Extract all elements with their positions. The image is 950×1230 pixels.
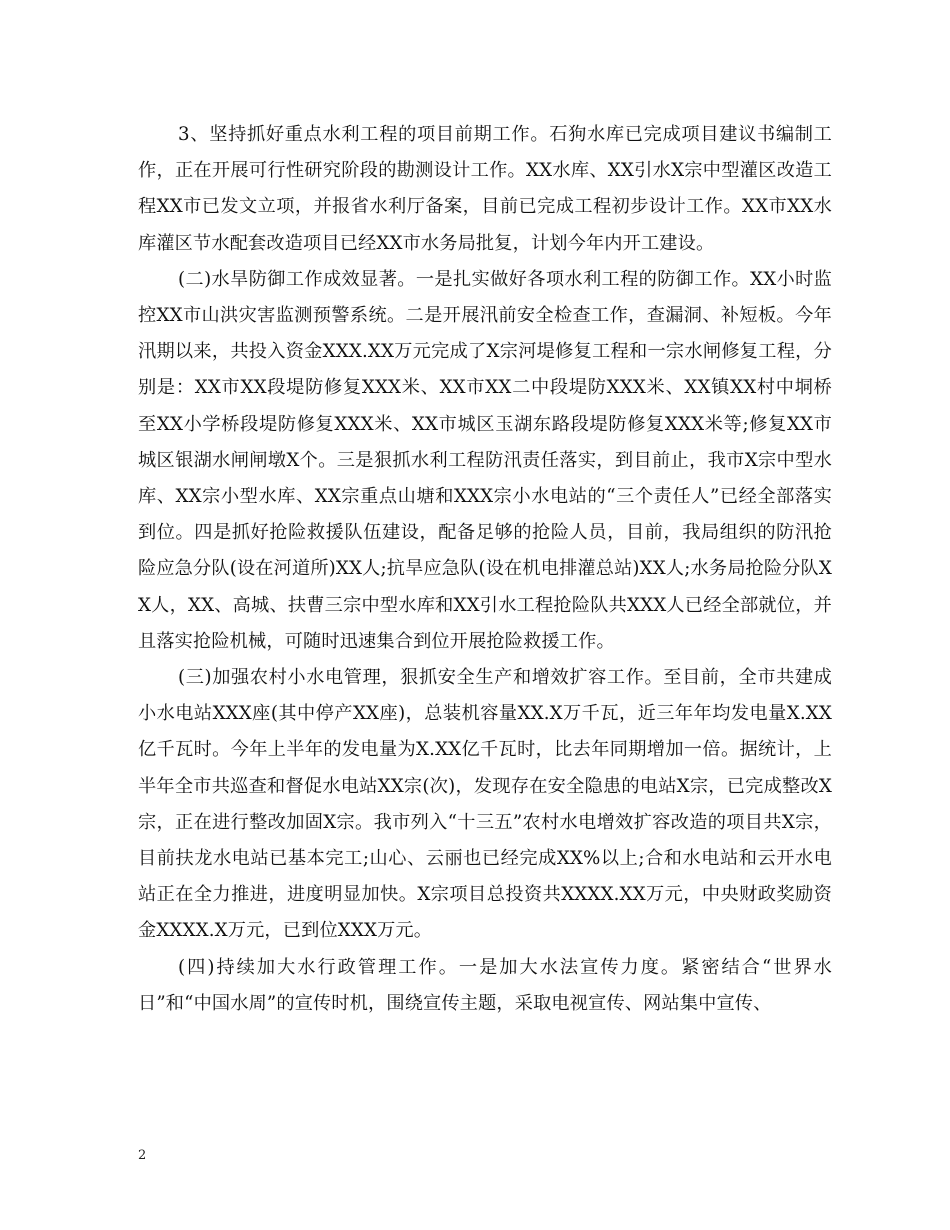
document-body <box>138 117 832 1022</box>
paragraph-flood-drought-defense: (二)水旱防御工作成效显著。一是扎实做好各项水利工程的防御工作。XX小时监控XX市山洪灾害监测预警系统。二是开展汛前安全检查工作，查漏洞、补短板。今年汛期以来，共投入资金XXX.XX万元完成了X宗河堤修复工程和一宗水闸修复工程，分别是：XX市XX段堤防修复XXX米、XX市XX二中段堤防XXX米、XX镇XX村中垌桥至XX小学桥段堤防修复XXX米、XX市城区玉湖东路段堤防修复XXX米等;修复XX市城区银湖水闸闸墩X个。三是狠抓水利工程防汛责任落实，到目前止，我市X宗中型水库、XX宗小型水库、XX宗重点山塘和XXX宗小水电站的“三个责任人”已经全部落实到位。四是抓好抢险救援队伍建设，配备足够的抢险人员，目前，我局组织的防汛抢险应急分队(设在河道所)XX人;抗旱应急队(设在机电排灌总站)XX人;水务局抢险分队XX人，XX、高城、扶曹三宗中型水库和XX引水工程抢险队共XXX人已经全部就位，并且落实抢险机械，可随时迅速集合到位开展抢险救援工作。 <box>138 268 832 652</box>
paragraph-water-projects: 3、坚持抓好重点水利工程的项目前期工作。石狗水库已完成项目建议书编制工作，正在开展可行性研究阶段的勘测设计工作。XX水库、XX引水X宗中型灌区改造工程XX市已发文立项，并报省水利厅备案，目前已完成工程初步设计工作。XX市XX水库灌区节水配套改造项目已经XX市水务局批复，计划今年内开工建设。 <box>138 124 832 254</box>
paragraph-water-administration: (四)持续加大水行政管理工作。一是加大水法宣传力度。紧密结合“世界水日”和“中国水周”的宣传时机，围绕宣传主题，采取电视宣传、网站集中宣传、 <box>138 956 832 1014</box>
page-number: 2 <box>138 1148 147 1163</box>
paragraph-small-hydropower: (三)加强农村小水电管理，狠抓安全生产和增效扩容工作。至目前，全市共建成小水电站XXX座(其中停产XX座)，总装机容量XX.X万千瓦，近三年年均发电量X.XX亿千瓦时。今年上半年的发电量为X.XX亿千瓦时，比去年同期增加一倍。据统计，上半年全市共巡查和督促水电站XX宗(次)，发现存在安全隐患的电站X宗，已完成整改X宗，正在进行整改加固X宗。我市列入“十三五”农村水电增效扩容改造的项目共X宗，目前扶龙水电站已基本完工;山心、云丽也已经完成XX%以上;合和水电站和云开水电站正在全力推进，进度明显加快。X宗项目总投资共XXXX.XX万元，中央财政奖励资金XXXX.X万元，已到位XXX万元。 <box>138 667 832 942</box>
